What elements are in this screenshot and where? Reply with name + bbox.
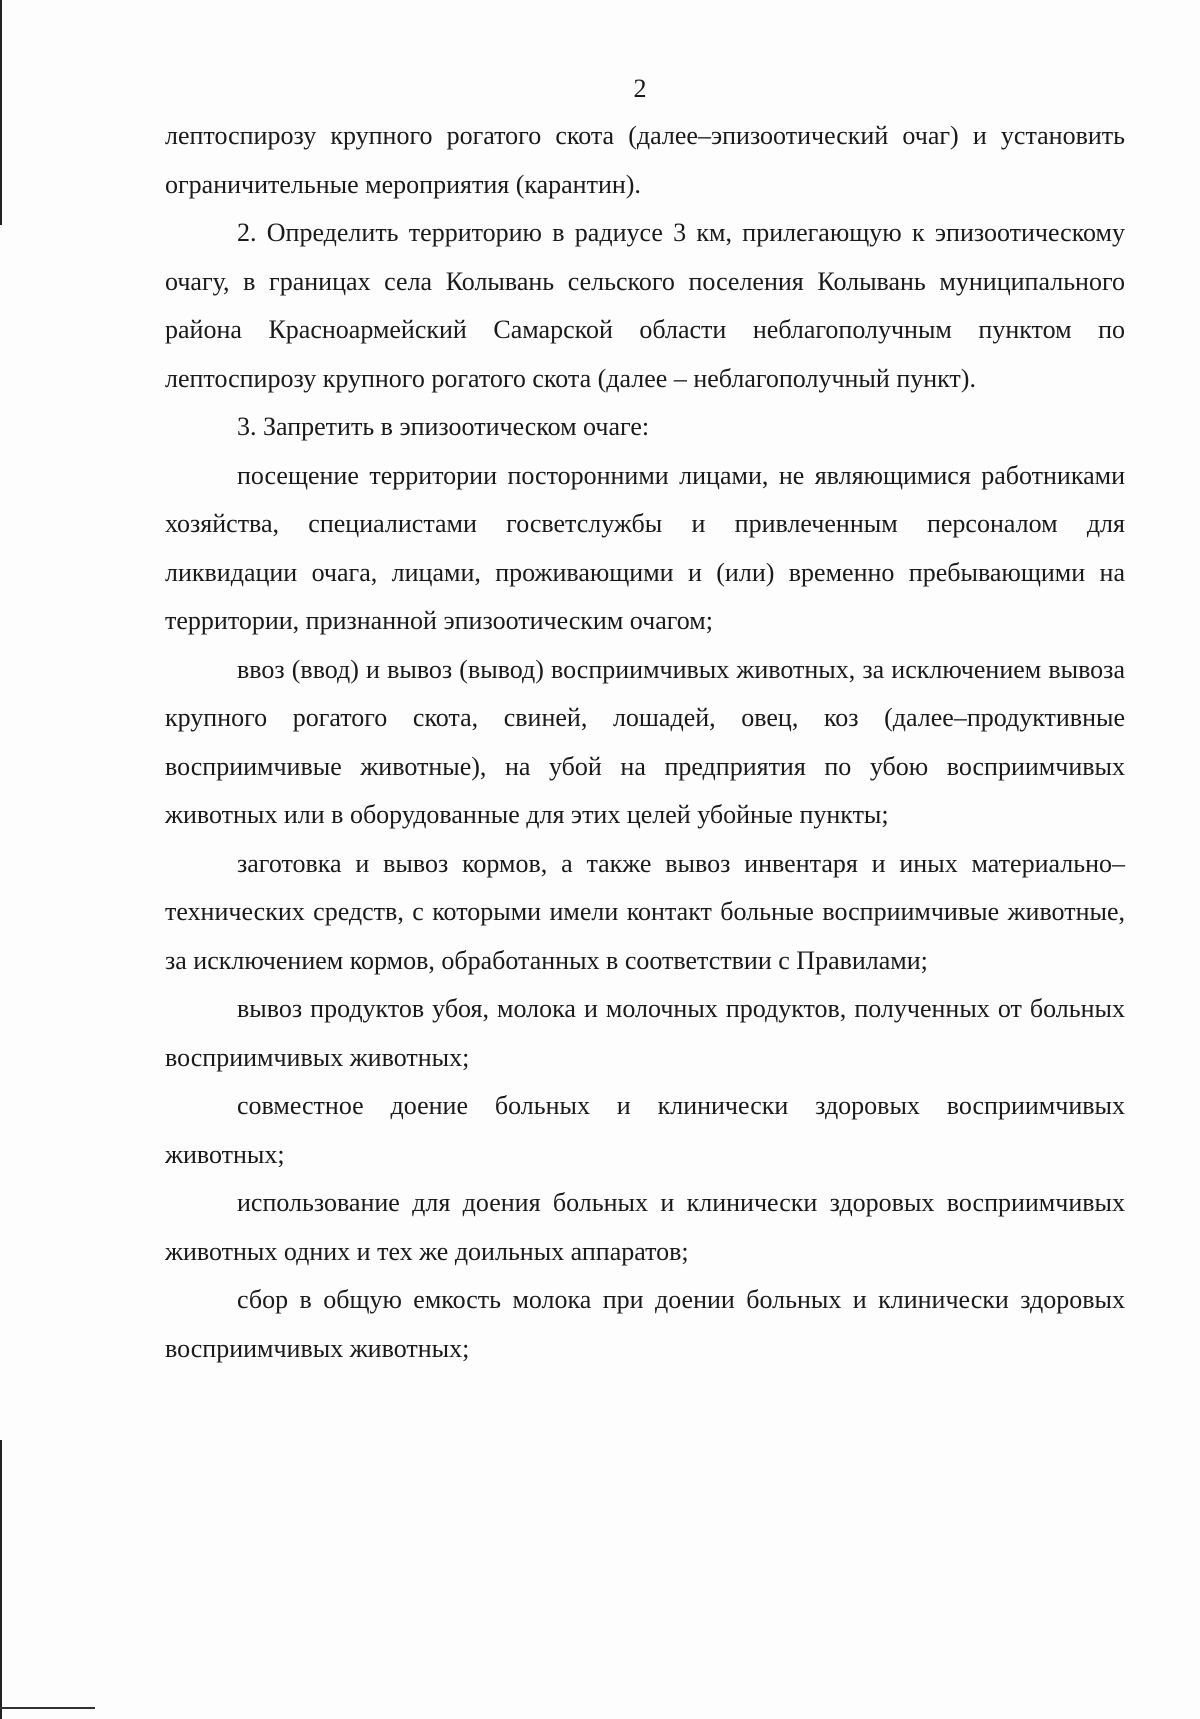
scan-edge-mark <box>0 1440 2 1719</box>
paragraph: использование для доения больных и клинически здоровых восприимчивых животных одних и тех же доильных аппаратов; <box>165 1188 1125 1266</box>
paragraph: вывоз продуктов убоя, молока и молочных продуктов, полученных от больных восприимчивых животных; <box>165 994 1125 1072</box>
scan-edge-mark <box>0 1707 95 1709</box>
page-number: 2 <box>633 74 647 103</box>
paragraph: 3. Запретить в эпизоотическом очаге: <box>237 412 650 441</box>
paragraph: заготовка и вывоз кормов, а также вывоз инвентаря и иных материально–технических средств, с которыми имели контакт больные восприимчивые животные, за исключением кормов, обработанных в соответствии с Правилами; <box>165 848 1125 975</box>
paragraph: сбор в общую емкость молока при доении больных и клинически здоровых восприимчивых животных; <box>165 1285 1125 1363</box>
paragraph: ввоз (ввод) и вывоз (вывод) восприимчивых животных, за исключением вывоза крупного рогатого скота, свиней, лошадей, овец, коз (далее–продуктивные восприимчивые животные), на убой на предприятия по убою восприимчивых животных или в оборудованные для этих целей убойные пункты; <box>165 654 1125 829</box>
paragraph: 2. Определить территорию в радиусе 3 км, прилегающую к эпизоотическому очагу, в границах села Колывань сельского поселения Колывань муниципального района Красноармейский Самарской области неблагополучным пунктом по лептоспирозу крупного рогатого скота (далее – неблагополучный пункт). <box>165 218 1125 393</box>
document-body <box>165 112 1125 1373</box>
paragraph: лептоспирозу крупного рогатого скота (далее–эпизоотический очаг) и установить ограничительные мероприятия (карантин). <box>165 121 1125 199</box>
paragraph: совместное доение больных и клинически здоровых восприимчивых животных; <box>165 1091 1125 1169</box>
scan-edge-mark <box>0 0 2 225</box>
paragraph: посещение территории посторонними лицами, не являющимися работниками хозяйства, специалистами госветслужбы и привлеченным персоналом для ликвидации очага, лицами, проживающими и (или) временно пребывающими на территории, признанной эпизоотическим очагом; <box>165 460 1125 635</box>
